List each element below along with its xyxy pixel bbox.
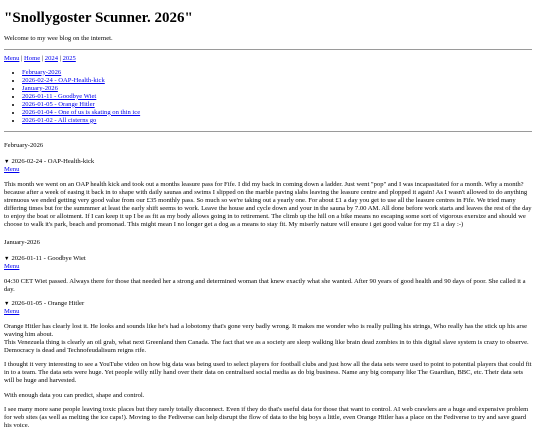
table-of-contents [4,69,532,125]
post-paragraph: This month we went on an OAP health kick and took out a months leasure pass for Fife. I did my back in coming down a ladder. Just went "pop" and I was incapasitated for a month. Why a month? because after a week of easing it back in to shape with daily saunas and swims I slipped on the marble paving slabs leaving the leasure centre and plopped it again! As I wasn't allowed to do anything strenuous we ended getting very good value from our £35 monthly pass. So much so we're taking out a yearly one. For about £1 a day you get to use all the leasure centres in Fife. We tried many differing times but for the summmer at least the early shift seems to work. Leave the house and cycle down and your in the sauna by 7.00 AM. All done before work starts and leaves the rest of the day to enjoy the boat or allotment. If I can keep it up I be as fit as my body allows going in to retirement. The climb up the hill on a bike means no escaping some sort of vigorous exersize and should we choose to walk it's park, beach and promonad. This might mean I no longer get a dog as a means to stay fit. My miserly nature will ensure i get good value for my £1 a day :-) [4,180,532,229]
post-paragraph: Orange Hitler has clearly lost it. He looks and sounds like he's had a lobotomy that's gone very badly wrong. It makes me wonder who is really pulling his strings, Who really has the stick up his arse waving him about. This Venezuela thing is clearly an oil grab, what next Greenland then Canada. The fact that we as a society are sleep walking like brain dead zombies in to this digital slave system is crazy to observe. Democracy is dead and Technofeudalisum reigns rife. [4,323,529,355]
post-title-toggle[interactable] [4,158,532,166]
post-menu-link[interactable]: Menu [4,263,20,271]
post-title-toggle[interactable] [4,300,532,308]
post-paragraph: I see many more sane people leaving toxic places but they rarely totally disconnect. Even if they do that's useful data for those that want to control. AI web crawlers are a huge and expensive problem for web sites (as well as melting the ice caps!). Moving to the Fediverse can help disrupt the flow of data to the big boys a little, even Orange Hitler has a place on the Fediverse to try and save guard his voice. [4,405,529,429]
disclosure-triangle-icon: ▼ [4,256,10,263]
toc-item [22,77,532,85]
blog-title: "Snollygoster Scunner. 2026" [4,10,193,26]
disclosure-triangle-icon: ▼ [4,301,10,308]
toc-item [22,109,532,117]
blog-post [4,255,532,294]
blog-post [4,158,532,229]
toc-link-orange-hitler[interactable]: 2026-01-05 - Orange Hitler [22,100,95,108]
post-menu-link[interactable]: Menu [4,165,20,173]
nav-link-home[interactable]: Home [24,54,41,62]
nav-link-2024[interactable]: 2024 [44,54,58,62]
post-title: 2026-01-11 - Goodbye Wiet [11,255,86,263]
post-paragraph: 04:30 CET Wiet passed. Always there for those that needed her a strong and determined woman that knew exactly what she wanted. After 90 years of good health and 90 days of poor. She called it a day. [4,278,526,294]
divider [4,49,532,50]
toc-item [22,69,532,77]
toc-item [22,93,532,101]
post-paragraph: With enough data you can predict, shape and control. [4,391,145,399]
top-nav [4,55,532,63]
month-heading: February-2026 [4,141,44,149]
nav-link-2025[interactable]: 2025 [62,54,76,62]
divider [4,131,532,132]
post-title: 2026-02-24 - OAP-Health-kick [11,157,95,165]
nav-separator: | [41,54,44,62]
toc-link-february-2026[interactable]: February-2026 [22,68,62,76]
nav-link-menu[interactable]: Menu [4,54,20,62]
post-paragraph: I thought it very interesting to see a YouTube video on how big data was being used to select players for football clubs and just how all the data sets were used to point to potential players that could fit in to a team. The data sets were huge. Yet people willy nilly hand over their data on centralised social media as do big business. Name any big company like The Guardian, BBC, etc. Their data sets will be huge and harvested. [4,361,532,385]
post-body [4,323,532,429]
toc-link-thin-ice[interactable]: 2026-01-04 - One of us is skating on thin ice [22,108,141,116]
toc-item [22,85,532,93]
post-title-toggle[interactable] [4,255,532,263]
disclosure-triangle-icon: ▼ [4,158,10,165]
toc-item [22,101,532,109]
toc-link-oap-health-kick[interactable]: 2026-02-24 - OAP-Health-kick [22,76,105,84]
blog-tagline: Welcome to my wee blog on the internet. [4,34,113,42]
post-menu-link[interactable]: Menu [4,308,20,316]
post-title: 2026-01-05 - Orange Hitler [11,300,85,308]
nav-separator: | [21,54,23,62]
nav-separator: | [59,54,61,62]
post-body [4,278,532,294]
toc-link-goodbye-wiet[interactable]: 2026-01-11 - Goodbye Wiet [22,92,97,100]
post-body [4,181,532,229]
toc-item [22,117,532,125]
month-heading: January-2026 [4,239,40,247]
blog-post [4,300,532,429]
toc-link-all-cisterns-go[interactable]: 2026-01-02 - All cisterns go [22,116,97,124]
toc-link-january-2026[interactable]: January-2026 [22,84,58,92]
